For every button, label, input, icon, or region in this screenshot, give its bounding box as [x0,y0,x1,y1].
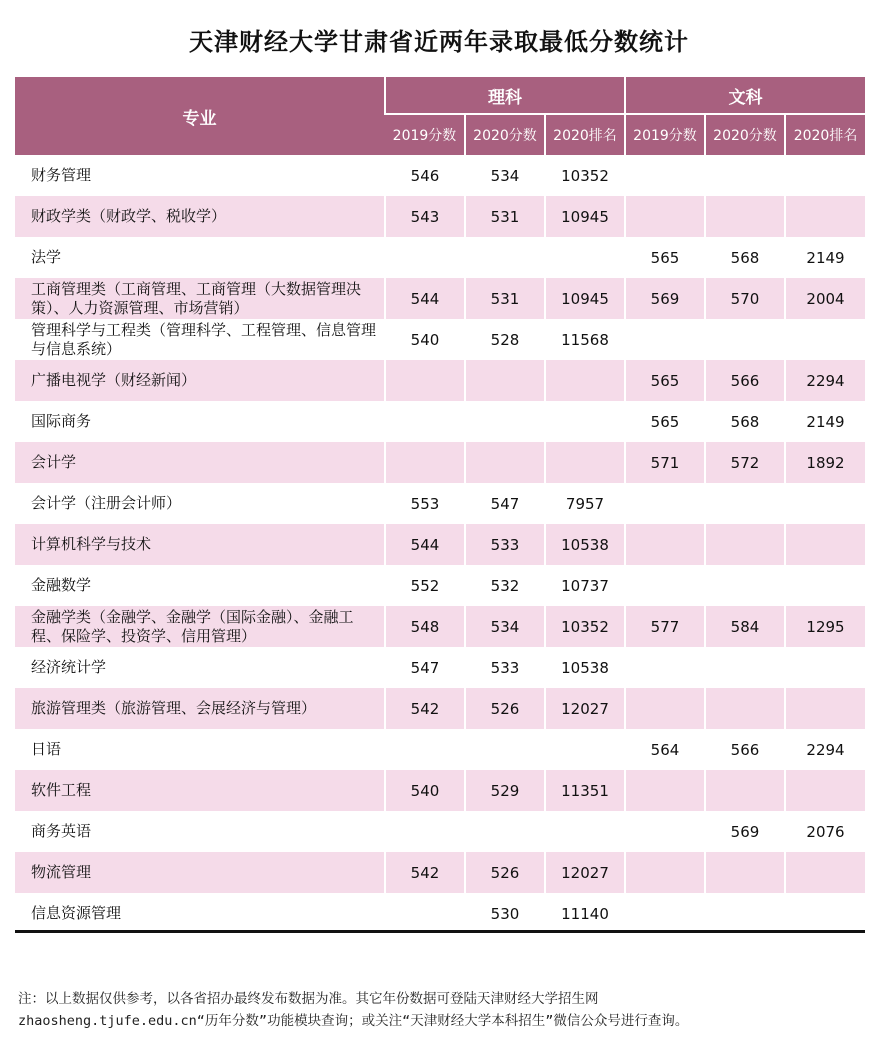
arts-2020-score [705,483,785,524]
science-2020-rank [545,442,625,483]
science-2020-score: 528 [465,319,545,360]
header-science-2020-score: 2020分数 [465,114,545,155]
science-2020-score: 533 [465,524,545,565]
arts-2020-score [705,319,785,360]
arts-2020-score: 570 [705,278,785,319]
science-2020-score: 547 [465,483,545,524]
science-2019-score: 540 [385,319,465,360]
arts-2020-rank: 1892 [785,442,865,483]
major-name: 法学 [15,237,385,278]
arts-2020-score [705,196,785,237]
major-name: 经济统计学 [15,647,385,688]
science-2020-rank: 10352 [545,606,625,647]
science-2020-rank: 12027 [545,852,625,893]
arts-2020-rank [785,565,865,606]
table-row [15,401,865,442]
table-row [15,852,865,893]
science-2019-score [385,893,465,934]
science-2020-rank: 10538 [545,524,625,565]
arts-2020-score: 569 [705,811,785,852]
header-science: 理科 [385,77,625,114]
table-row [15,278,865,319]
science-2020-rank [545,401,625,442]
arts-2020-score: 566 [705,360,785,401]
table-row [15,770,865,811]
table-body [15,155,865,934]
major-name: 广播电视学（财经新闻） [15,360,385,401]
arts-2020-rank [785,647,865,688]
major-name: 日语 [15,729,385,770]
arts-2020-rank: 2149 [785,401,865,442]
arts-2020-rank [785,524,865,565]
arts-2020-rank: 2004 [785,278,865,319]
table-row [15,442,865,483]
science-2020-rank: 11140 [545,893,625,934]
arts-2020-rank: 2076 [785,811,865,852]
table-row [15,360,865,401]
table-row [15,524,865,565]
science-2019-score: 544 [385,524,465,565]
science-2020-score: 533 [465,647,545,688]
score-table [15,77,865,934]
science-2019-score [385,442,465,483]
arts-2019-score: 565 [625,401,705,442]
arts-2019-score [625,811,705,852]
science-2020-rank: 10538 [545,647,625,688]
major-name: 信息资源管理 [15,893,385,934]
table-row [15,893,865,934]
science-2020-rank: 7957 [545,483,625,524]
science-2020-rank [545,729,625,770]
major-name: 会计学（注册会计师） [15,483,385,524]
science-2020-rank: 10945 [545,196,625,237]
header-science-2020-rank: 2020排名 [545,114,625,155]
science-2020-score: 530 [465,893,545,934]
arts-2019-score [625,852,705,893]
science-2020-rank [545,811,625,852]
science-2020-score [465,729,545,770]
arts-2019-score: 569 [625,278,705,319]
table-row [15,688,865,729]
arts-2020-score: 568 [705,401,785,442]
arts-2020-rank: 1295 [785,606,865,647]
table-header [15,77,865,155]
footnote-line-2: zhaosheng.tjufe.edu.cn“历年分数”功能模块查询；或关注“天津财经大学本科招生”微信公众号进行查询。 [18,1013,689,1029]
arts-2019-score [625,688,705,729]
arts-2020-rank [785,688,865,729]
arts-2019-score [625,770,705,811]
arts-2020-score [705,852,785,893]
science-2020-rank: 11351 [545,770,625,811]
arts-2019-score: 577 [625,606,705,647]
science-2020-score: 534 [465,155,545,196]
arts-2019-score [625,524,705,565]
arts-2019-score [625,565,705,606]
header-arts-2020-rank: 2020排名 [785,114,865,155]
science-2019-score [385,360,465,401]
arts-2020-score [705,688,785,729]
major-name: 财务管理 [15,155,385,196]
arts-2020-rank: 2294 [785,360,865,401]
arts-2019-score [625,319,705,360]
arts-2020-rank [785,319,865,360]
arts-2019-score: 565 [625,360,705,401]
arts-2020-score: 568 [705,237,785,278]
table-row [15,565,865,606]
science-2020-score [465,811,545,852]
science-2020-score: 534 [465,606,545,647]
science-2019-score: 542 [385,688,465,729]
table-row [15,196,865,237]
page-title: 天津财经大学甘肃省近两年录取最低分数统计 [189,28,689,56]
arts-2020-score [705,565,785,606]
arts-2020-rank [785,155,865,196]
major-name: 会计学 [15,442,385,483]
arts-2020-rank [785,483,865,524]
science-2020-score: 532 [465,565,545,606]
table-row [15,155,865,196]
footnote [18,988,868,1032]
science-2020-score: 526 [465,852,545,893]
arts-2020-rank [785,852,865,893]
table-row [15,483,865,524]
table-row [15,237,865,278]
arts-2019-score [625,196,705,237]
science-2020-score: 531 [465,278,545,319]
arts-2020-score [705,524,785,565]
science-2020-rank: 10737 [545,565,625,606]
science-2019-score: 548 [385,606,465,647]
major-name: 财政学类（财政学、税收学） [15,196,385,237]
header-arts-2019-score: 2019分数 [625,114,705,155]
science-2020-rank [545,360,625,401]
arts-2019-score [625,483,705,524]
arts-2020-score: 566 [705,729,785,770]
major-name: 国际商务 [15,401,385,442]
arts-2020-score [705,647,785,688]
major-name: 管理科学与工程类（管理科学、工程管理、信息管理与信息系统） [15,319,385,360]
arts-2019-score [625,893,705,934]
science-2019-score: 540 [385,770,465,811]
header-arts-2020-score: 2020分数 [705,114,785,155]
science-2020-rank [545,237,625,278]
science-2019-score [385,811,465,852]
science-2019-score: 542 [385,852,465,893]
major-name: 计算机科学与技术 [15,524,385,565]
science-2020-score [465,442,545,483]
science-2020-score [465,401,545,442]
arts-2020-rank [785,196,865,237]
table-row [15,811,865,852]
science-2019-score: 547 [385,647,465,688]
footnote-line-1: 注：以上数据仅供参考，以各省招办最终发布数据为准。其它年份数据可登陆天津财经大学招生网 [18,991,599,1007]
table-row [15,606,865,647]
science-2020-score: 531 [465,196,545,237]
arts-2019-score: 571 [625,442,705,483]
arts-2019-score [625,647,705,688]
major-name: 旅游管理类（旅游管理、会展经济与管理） [15,688,385,729]
science-2019-score [385,729,465,770]
science-2019-score [385,401,465,442]
major-name: 软件工程 [15,770,385,811]
science-2019-score [385,237,465,278]
arts-2020-score [705,155,785,196]
science-2020-score [465,360,545,401]
science-2019-score: 544 [385,278,465,319]
major-name: 金融学类（金融学、金融学（国际金融）、金融工程、保险学、投资学、信用管理） [15,606,385,647]
arts-2020-rank: 2294 [785,729,865,770]
major-name: 工商管理类（工商管理、工商管理（大数据管理决策）、人力资源管理、市场营销） [15,278,385,319]
science-2019-score: 543 [385,196,465,237]
arts-2020-rank [785,893,865,934]
arts-2020-rank [785,770,865,811]
major-name: 商务英语 [15,811,385,852]
table-bottom-rule [15,930,865,933]
table-row [15,319,865,360]
science-2020-score: 526 [465,688,545,729]
header-science-2019-score: 2019分数 [385,114,465,155]
arts-2020-score [705,770,785,811]
table-row [15,729,865,770]
science-2020-score [465,237,545,278]
science-2020-score: 529 [465,770,545,811]
header-arts: 文科 [625,77,865,114]
science-2020-rank: 11568 [545,319,625,360]
header-major: 专业 [15,77,385,155]
arts-2019-score: 564 [625,729,705,770]
science-2020-rank: 10352 [545,155,625,196]
arts-2020-rank: 2149 [785,237,865,278]
table-row [15,647,865,688]
arts-2020-score: 584 [705,606,785,647]
major-name: 物流管理 [15,852,385,893]
major-name: 金融数学 [15,565,385,606]
arts-2019-score [625,155,705,196]
science-2020-rank: 10945 [545,278,625,319]
science-2020-rank: 12027 [545,688,625,729]
science-2019-score: 552 [385,565,465,606]
arts-2020-score: 572 [705,442,785,483]
arts-2020-score [705,893,785,934]
science-2019-score: 546 [385,155,465,196]
science-2019-score: 553 [385,483,465,524]
arts-2019-score: 565 [625,237,705,278]
